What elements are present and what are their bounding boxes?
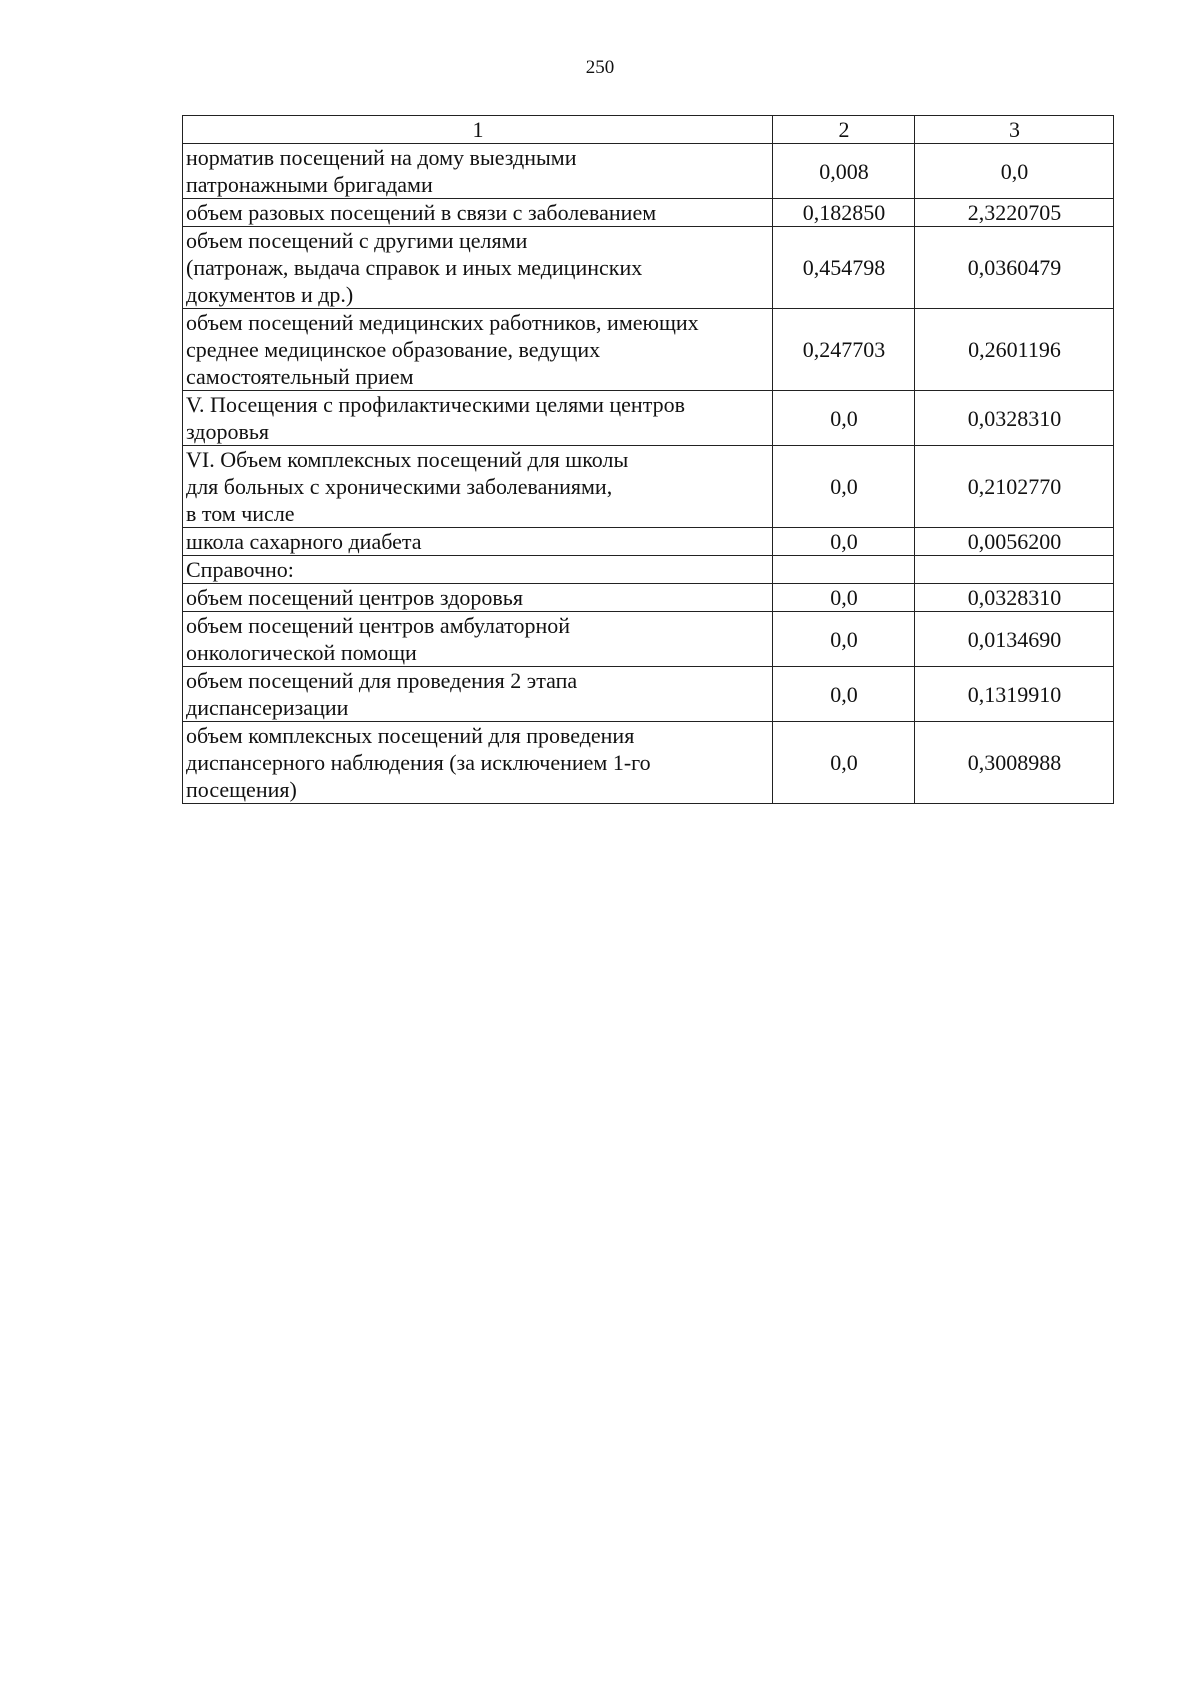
row-value-col3: 0,2601196 — [915, 309, 1114, 391]
table-row — [183, 667, 1114, 722]
row-value-col2: 0,0 — [773, 528, 915, 556]
row-value-col3: 0,1319910 — [915, 667, 1114, 722]
row-label: объем посещений центров амбулаторной онкологической помощи — [183, 612, 773, 667]
row-label: норматив посещений на дому выездными патронажными бригадами — [183, 144, 773, 199]
table-row — [183, 309, 1114, 391]
row-value-col3: 0,2102770 — [915, 446, 1114, 528]
table-row — [183, 528, 1114, 556]
row-value-col2 — [773, 556, 915, 584]
row-value-col3: 0,3008988 — [915, 722, 1114, 804]
row-label: объем посещений с другими целями (патронаж, выдача справок и иных медицинских документов и др.) — [183, 227, 773, 309]
column-header-1: 1 — [183, 116, 773, 144]
row-label: объем посещений медицинских работников, имеющих среднее медицинское образование, ведущих самостоятельный прием — [183, 309, 773, 391]
table-row — [183, 446, 1114, 528]
row-value-col3: 0,0056200 — [915, 528, 1114, 556]
row-value-col3: 0,0328310 — [915, 391, 1114, 446]
row-value-col2: 0,0 — [773, 391, 915, 446]
row-value-col2: 0,0 — [773, 612, 915, 667]
row-value-col2: 0,0 — [773, 667, 915, 722]
row-value-col2: 0,0 — [773, 446, 915, 528]
table-header-row — [183, 116, 1114, 144]
column-header-3: 3 — [915, 116, 1114, 144]
row-value-col3: 0,0 — [915, 144, 1114, 199]
row-label: школа сахарного диабета — [183, 528, 773, 556]
row-value-col2: 0,247703 — [773, 309, 915, 391]
row-label: объем посещений центров здоровья — [183, 584, 773, 612]
table-row — [183, 612, 1114, 667]
column-header-2: 2 — [773, 116, 915, 144]
data-table — [182, 115, 1114, 804]
row-label: V. Посещения с профилактическими целями центров здоровья — [183, 391, 773, 446]
row-value-col3: 0,0328310 — [915, 584, 1114, 612]
row-label: VI. Объем комплексных посещений для школы для больных с хроническими заболеваниями, в том числе — [183, 446, 773, 528]
table-row — [183, 391, 1114, 446]
row-value-col3 — [915, 556, 1114, 584]
table-row — [183, 722, 1114, 804]
row-label: объем посещений для проведения 2 этапа диспансеризации — [183, 667, 773, 722]
table-row — [183, 556, 1114, 584]
row-value-col3: 0,0134690 — [915, 612, 1114, 667]
page-number: 250 — [585, 57, 615, 78]
row-value-col3: 2,3220705 — [915, 199, 1114, 227]
table-row — [183, 144, 1114, 199]
table-row — [183, 584, 1114, 612]
table-row — [183, 227, 1114, 309]
row-value-col2: 0,0 — [773, 584, 915, 612]
row-label: объем разовых посещений в связи с заболеванием — [183, 199, 773, 227]
row-value-col2: 0,008 — [773, 144, 915, 199]
row-value-col2: 0,454798 — [773, 227, 915, 309]
row-label: Справочно: — [183, 556, 773, 584]
row-value-col2: 0,0 — [773, 722, 915, 804]
row-value-col2: 0,182850 — [773, 199, 915, 227]
row-value-col3: 0,0360479 — [915, 227, 1114, 309]
row-label: объем комплексных посещений для проведения диспансерного наблюдения (за исключением 1-го посещения) — [183, 722, 773, 804]
table-row — [183, 199, 1114, 227]
